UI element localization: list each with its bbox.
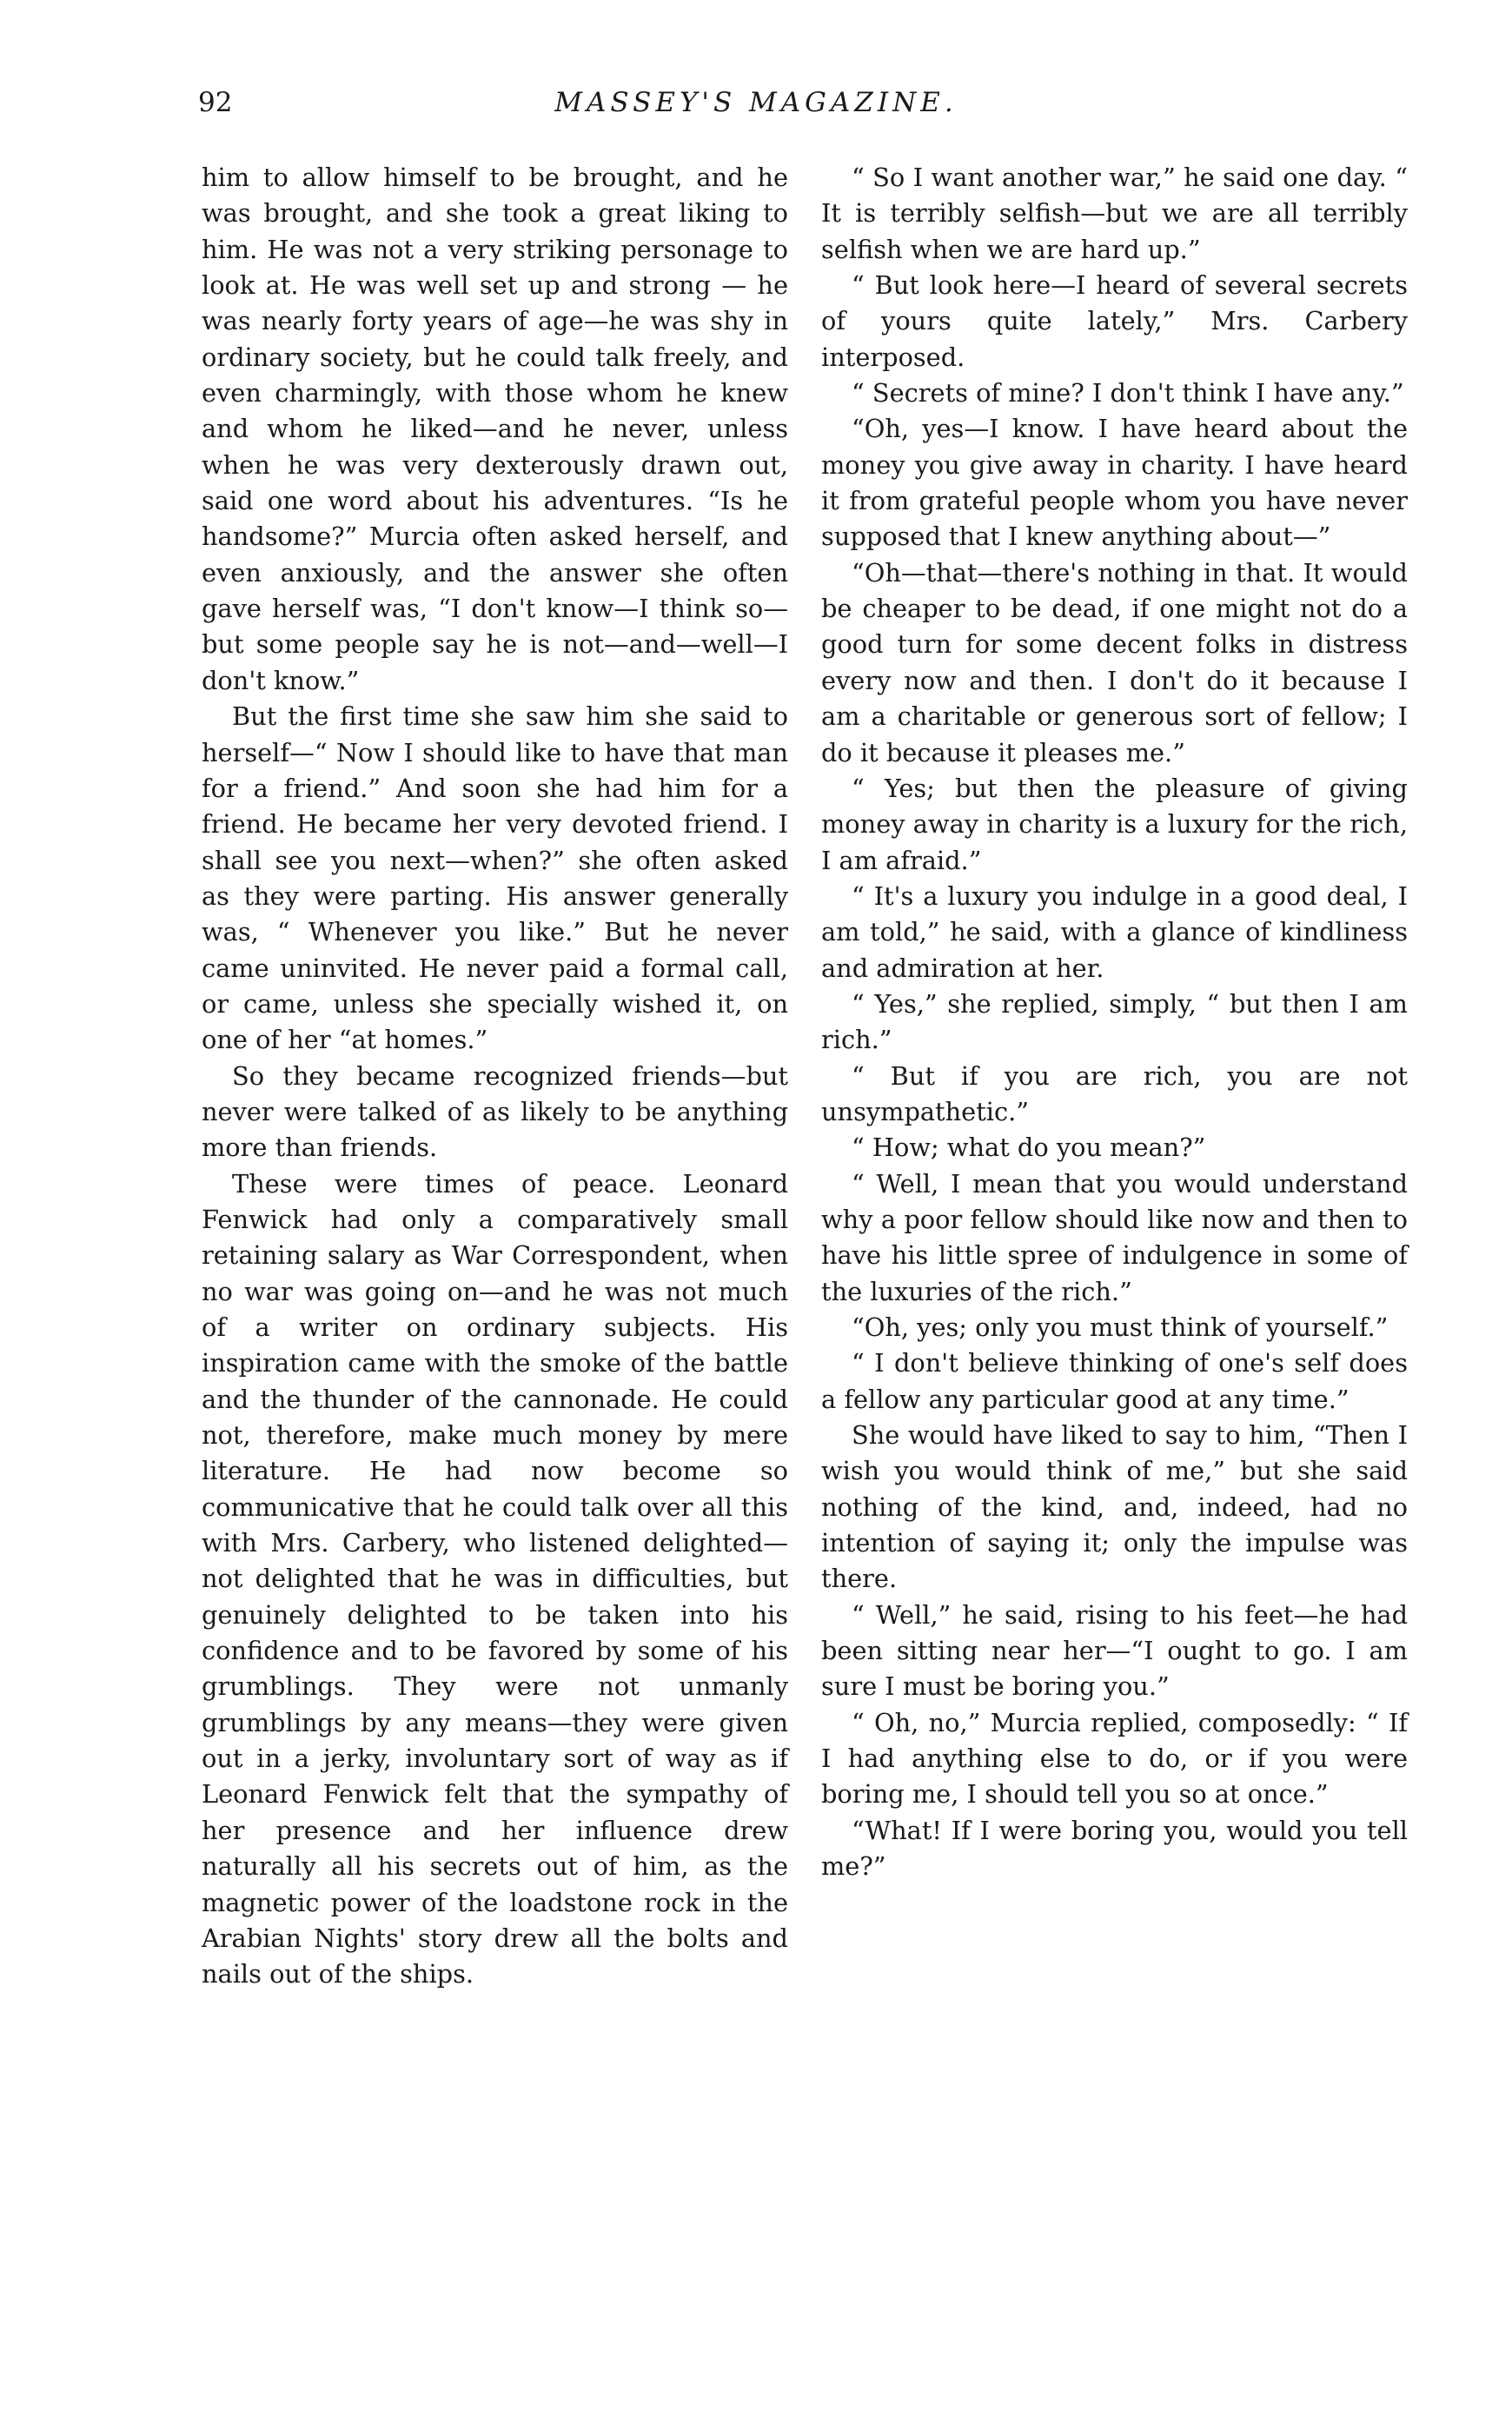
paragraph: “ Yes,” she replied, simply, “ but then I am rich.” xyxy=(821,988,1408,1055)
paragraph: “ I don't believe thinking of one's self does a fellow any particular good at any time.” xyxy=(821,1348,1408,1414)
paragraph: “Oh—that—there's nothing in that. It would be cheaper to be dead, if one might not do a good turn for some decent folks in distress every now and then. I don't do it because I am a charitable or generous sort of fellow; I do it because it pleases me.” xyxy=(821,557,1408,767)
paragraph: “ Well,” he said, rising to his feet—he had been sitting near her—“I ought to go. I am sure I must be boring you.” xyxy=(821,1599,1408,1702)
paragraph: She would have liked to say to him, “Then I wish you would think of me,” but she said nothing of the kind, and, indeed, had no intention of saying it; only the impulse was there. xyxy=(821,1420,1408,1594)
paragraph: “ But if you are rich, you are not unsympathetic.” xyxy=(821,1060,1408,1126)
paragraph: “ Well, I mean that you would understand why a poor fellow should like now and then to have his little spree of indulgence in some of the luxuries of the rich.” xyxy=(821,1168,1408,1306)
page-header xyxy=(0,87,1512,130)
paragraph: “ Secrets of mine? I don't think I have any.” xyxy=(852,378,1404,409)
paragraph: “ Yes; but then the pleasure of giving money away in charity is a luxury for the rich, I am afraid.” xyxy=(821,773,1408,875)
paragraph: “ Oh, no,” Murcia replied, composedly: “ If I had anything else to do, or if you were boring me, I should tell you so at once.” xyxy=(821,1707,1408,1810)
paragraph: So they became recognized friends—but never were talked of as likely to be anything more than friends. xyxy=(202,1060,788,1163)
paragraph: him to allow himself to be brought, and he was brought, and she took a great liking to him. He was not a very striking personage to look at. He was well set up and strong — he was nearly forty years of age—he was shy in ordinary society, but he could talk freely, and even charmingly, with those whom he knew and whom he liked—and he never, unless when he was very dexterously drawn out, said one word about his adventures. “Is he handsome?” Murcia often asked herself, and even anxiously, and the answer she often gave herself was, “I don't know—I think so—but some people say he is not—and—well—I don't know.” xyxy=(202,163,788,695)
running-head: MASSEY'S MAGAZINE. xyxy=(554,87,958,118)
paragraph: “Oh, yes—I know. I have heard about the money you give away in charity. I have heard it from grateful people whom you have never supposed that I knew anything about—” xyxy=(821,414,1408,552)
paragraph: “What! If I were boring you, would you tell me?” xyxy=(821,1815,1408,1882)
paragraph: These were times of peace. Leonard Fenwick had only a comparatively small retaining salary as War Correspondent, when no war was going on—and he was not much of a writer on ordinary subjects. His inspiration came with the smoke of the battle and the thunder of the cannonade. He could not, therefore, make much money by mere literature. He had now become so communicative that he could talk over all this with Mrs. Carbery, who listened delighted—not delighted that he was in difficulties, but genuinely delighted to be taken into his confidence and to be favored by some of his grumblings. They were not unmanly grumblings by any means—they were given out in a jerky, involuntary sort of way as if Leonard Fenwick felt that the sympathy of her presence and her influence drew naturally all his secrets out of him, as the magnetic power of the loadstone rock in the Arabian Nights' story drew all the bolts and nails out of the ships. xyxy=(202,1168,788,1990)
paragraph: “ But look here—I heard of several secrets of yours quite lately,” Mrs. Carbery interposed. xyxy=(821,270,1408,372)
page-number: 92 xyxy=(198,87,233,118)
paragraph: “ It's a luxury you indulge in a good deal, I am told,” he said, with a glance of kindliness and admiration at her. xyxy=(821,880,1408,983)
left-column xyxy=(202,160,788,1993)
paragraph: “Oh, yes; only you must think of yourself.” xyxy=(852,1312,1389,1342)
paragraph: “ So I want another war,” he said one day. “ It is terribly selfish—but we are all terribly selfish when we are hard up.” xyxy=(821,163,1408,264)
right-column xyxy=(821,160,1408,1885)
paragraph: But the first time she saw him she said to herself—“ Now I should like to have that man for a friend.” And soon she had him for a friend. He became her very devoted friend. I shall see you next—when?” she often asked as they were parting. His answer generally was, “ Whenever you like.” But he never came uninvited. He never paid a formal call, or came, unless she specially wished it, on one of her “at homes.” xyxy=(202,701,788,1055)
paragraph: “ How; what do you mean?” xyxy=(852,1133,1206,1163)
